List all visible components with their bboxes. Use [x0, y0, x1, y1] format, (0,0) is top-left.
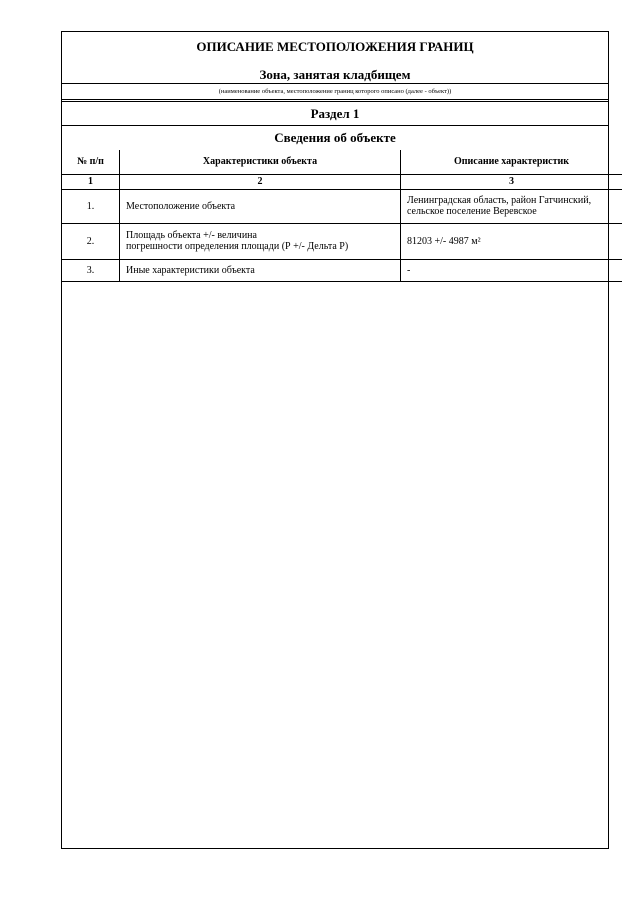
object-info-table [62, 150, 622, 282]
table-row [62, 259, 622, 281]
characteristic-name: Местоположение объекта [120, 189, 401, 223]
row-number: 2. [62, 223, 120, 259]
column-number: 1 [62, 174, 120, 189]
characteristic-value: 81203 +/- 4987 м² [401, 223, 623, 259]
characteristic-name-line: Площадь объекта +/- величина [126, 230, 257, 241]
title-block [62, 32, 608, 84]
header-number: № п/п [62, 150, 120, 174]
column-number-row [62, 174, 622, 189]
characteristic-name: Иные характеристики объекта [120, 259, 401, 281]
section-title: Сведения об объекте [274, 130, 396, 145]
document-frame [61, 31, 609, 849]
characteristic-name-line: погрешности определения площади (Р +/- Дельта Р) [126, 241, 349, 252]
object-note: (наименование объекта, местоположение границ которого описано (далее - объект)) [62, 84, 608, 100]
header-characteristic: Характеристики объекта [120, 150, 401, 174]
column-number: 2 [120, 174, 401, 189]
header-description: Описание характеристик [401, 150, 623, 174]
document-title: ОПИСАНИЕ МЕСТОПОЛОЖЕНИЯ ГРАНИЦ [196, 39, 474, 54]
column-number: 3 [401, 174, 623, 189]
row-number: 3. [62, 259, 120, 281]
characteristic-value: - [401, 259, 623, 281]
table-header-row [62, 150, 622, 174]
row-number: 1. [62, 189, 120, 223]
object-name: Зона, занятая кладбищем [259, 67, 411, 82]
table-row [62, 189, 622, 223]
characteristic-name [120, 223, 401, 259]
table-row [62, 223, 622, 259]
section-heading: Раздел 1 [62, 102, 608, 126]
characteristic-value: Ленинградская область, район Гатчинский, сельское поселение Веревское [401, 189, 623, 223]
